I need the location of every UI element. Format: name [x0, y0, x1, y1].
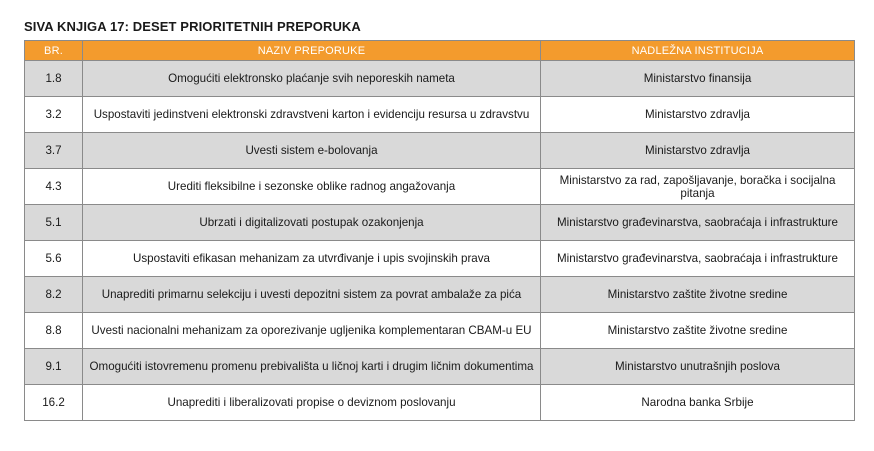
recommendation-number: 4.3 [25, 169, 83, 205]
table-row [25, 133, 855, 169]
recommendation-name: Omogućiti elektronsko plaćanje svih neporeskih nameta [83, 61, 541, 97]
recommendation-name: Urediti fleksibilne i sezonske oblike radnog angažovanja [83, 169, 541, 205]
recommendation-name: Ubrzati i digitalizovati postupak ozakonjenja [83, 205, 541, 241]
column-header-number: BR. [25, 41, 83, 61]
table-row [25, 349, 855, 385]
table-row [25, 205, 855, 241]
recommendation-number: 8.8 [25, 313, 83, 349]
recommendation-number: 8.2 [25, 277, 83, 313]
recommendation-name: Unaprediti i liberalizovati propise o deviznom poslovanju [83, 385, 541, 421]
recommendation-name: Uvesti sistem e-bolovanja [83, 133, 541, 169]
responsible-institution: Ministarstvo unutrašnjih poslova [541, 349, 855, 385]
recommendation-name: Uspostaviti efikasan mehanizam za utvrđivanje i upis svojinskih prava [83, 241, 541, 277]
recommendation-number: 16.2 [25, 385, 83, 421]
responsible-institution: Ministarstvo zaštite životne sredine [541, 277, 855, 313]
recommendation-number: 1.8 [25, 61, 83, 97]
recommendation-name: Uspostaviti jedinstveni elektronski zdravstveni karton i evidenciju resursa u zdravstvu [83, 97, 541, 133]
responsible-institution: Ministarstvo građevinarstva, saobraćaja i infrastrukture [541, 205, 855, 241]
recommendations-table [24, 40, 855, 421]
document-title: SIVA KNJIGA 17: DESET PRIORITETNIH PREPORUKA [24, 19, 361, 34]
table-row [25, 97, 855, 133]
responsible-institution: Ministarstvo građevinarstva, saobraćaja i infrastrukture [541, 241, 855, 277]
recommendation-name: Omogućiti istovremenu promenu prebivališta u ličnoj karti i drugim ličnim dokumentima [83, 349, 541, 385]
recommendation-number: 5.1 [25, 205, 83, 241]
table-row [25, 277, 855, 313]
table-row [25, 169, 855, 205]
table-row [25, 313, 855, 349]
responsible-institution: Ministarstvo zaštite životne sredine [541, 313, 855, 349]
responsible-institution: Ministarstvo zdravlja [541, 133, 855, 169]
table-row [25, 61, 855, 97]
recommendation-name: Uvesti nacionalni mehanizam za oporezivanje ugljenika komplementaran CBAM-u EU [83, 313, 541, 349]
table-row [25, 241, 855, 277]
column-header-institution: NADLEŽNA INSTITUCIJA [541, 41, 855, 61]
table-row [25, 385, 855, 421]
table-header-row [25, 41, 855, 61]
column-header-recommendation: NAZIV PREPORUKE [83, 41, 541, 61]
responsible-institution: Ministarstvo zdravlja [541, 97, 855, 133]
responsible-institution: Ministarstvo za rad, zapošljavanje, boračka i socijalna pitanja [541, 169, 855, 205]
recommendation-name: Unaprediti primarnu selekciju i uvesti depozitni sistem za povrat ambalaže za pića [83, 277, 541, 313]
recommendation-number: 3.7 [25, 133, 83, 169]
responsible-institution: Ministarstvo finansija [541, 61, 855, 97]
recommendation-number: 3.2 [25, 97, 83, 133]
recommendation-number: 5.6 [25, 241, 83, 277]
recommendation-number: 9.1 [25, 349, 83, 385]
responsible-institution: Narodna banka Srbije [541, 385, 855, 421]
